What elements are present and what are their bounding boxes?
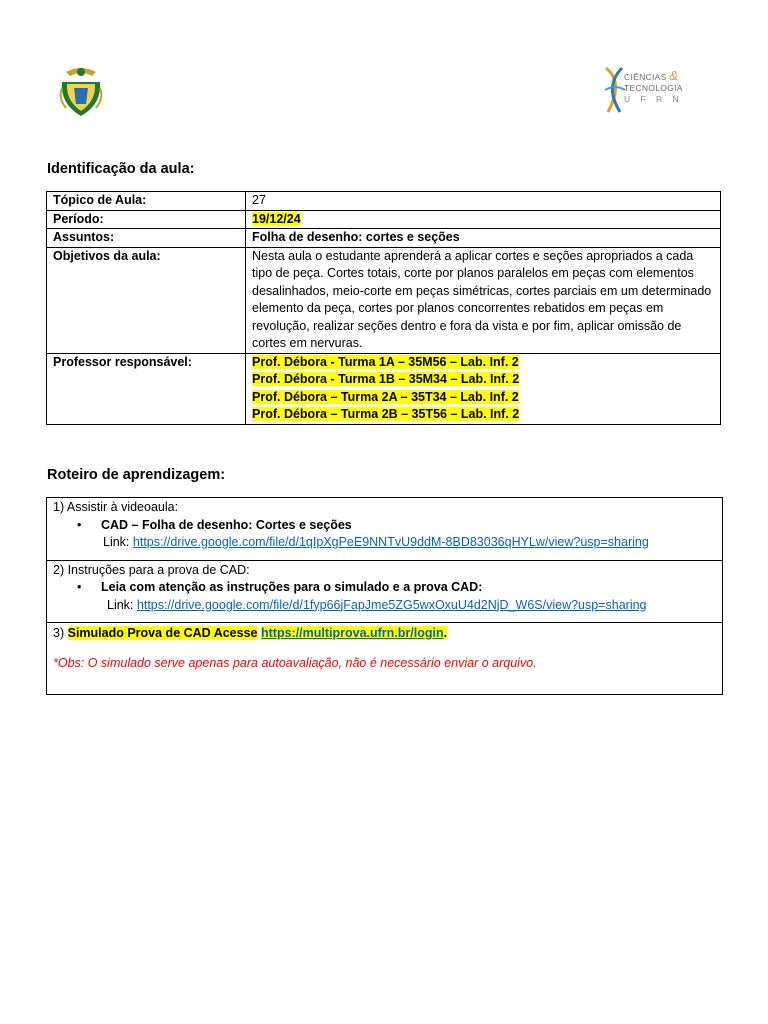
item-heading: 2) Instruções para a prova de CAD:	[53, 562, 250, 577]
item-suffix: .	[443, 626, 448, 640]
videoaula-link[interactable]: https://drive.google.com/file/d/1qIpXgPeE9NNTvU9ddM-8BD83036qHYLw/view?usp=sharing	[132, 535, 649, 549]
link-label: Link:	[103, 535, 130, 549]
instrucoes-link[interactable]: https://drive.google.com/file/d/1fyp66jFapJme5ZG5wxOxuU4d2NjD_W6S/view?usp=sharing	[136, 597, 647, 612]
periodo-value: 19/12/24	[252, 211, 301, 226]
professor-turma-1b: Prof. Débora - Turma 1B – 35M34 – Lab. Inf. 2	[252, 372, 520, 386]
link-label: Link:	[107, 597, 134, 612]
logo-ampersand: &	[669, 68, 679, 83]
identificacao-table	[46, 191, 721, 425]
section-title-roteiro: Roteiro de aprendizagem:	[47, 467, 226, 483]
professor-turma-2b: Prof. Débora – Turma 2B – 35T56 – Lab. Inf. 2	[252, 407, 520, 421]
ciencias-tecnologia-logo	[604, 64, 704, 116]
logo-text-tecnologia: TECNOLOGIA	[624, 83, 683, 93]
simulado-highlight: Simulado Prova de CAD Acesse	[67, 626, 258, 640]
objetivos-value: Nesta aula o estudante aprenderá a aplicar cortes e seções apropriados a cada tipo de peça. Cortes totais, corte por planos paralelos em peças com elementos desalinhados, meio-corte em peças simétricas, cortes parciais em um determinado elemento da peça, cortes por planos concorrentes rebatidos em peças em revolução, realizar seções dentro e fora da vista e por fim, aplicar omissão de cortes em nervuras.	[246, 247, 721, 353]
multiprova-link[interactable]: https://multiprova.ufrn.br/login	[260, 626, 444, 640]
logo-text-ciencias: CIÊNCIAS	[624, 72, 667, 82]
professor-value	[246, 353, 721, 424]
ufrn-crest-logo	[56, 64, 106, 118]
bullet-icon: •	[77, 517, 82, 532]
row-label: Objetivos da aula:	[47, 247, 246, 353]
table-row	[47, 353, 721, 424]
roteiro-item-1	[47, 498, 722, 561]
logo-text-ufrn: U F R N	[624, 94, 683, 104]
row-label: Professor responsável:	[47, 353, 246, 424]
topico-value: 27	[246, 192, 721, 211]
bullet-icon: •	[77, 580, 82, 594]
professor-turma-1a: Prof. Débora - Turma 1A – 35M56 – Lab. Inf. 2	[252, 354, 519, 369]
assuntos-value: Folha de desenho: cortes e seções	[246, 229, 721, 248]
roteiro-box	[46, 497, 723, 695]
table-row	[47, 247, 721, 353]
table-row	[47, 229, 721, 248]
obs-note: *Obs: O simulado serve apenas para autoavaliação, não é necessário enviar o arquivo.	[53, 655, 537, 670]
table-row	[47, 210, 721, 229]
roteiro-item-2	[47, 561, 722, 624]
item-bullet-text: Leia com atenção as instruções para o simulado e a prova CAD:	[101, 580, 483, 594]
item-heading: 1) Assistir à videoaula:	[53, 500, 179, 514]
section-title-identificacao: Identificação da aula:	[47, 161, 195, 177]
professor-turma-2a: Prof. Débora – Turma 2A – 35T34 – Lab. Inf. 2	[252, 389, 519, 404]
item-prefix: 3)	[53, 626, 65, 640]
row-label: Tópico de Aula:	[47, 192, 246, 211]
item-bullet-text: CAD – Folha de desenho: Cortes e seções	[101, 517, 352, 532]
table-row	[47, 192, 721, 211]
row-label: Assuntos:	[47, 229, 246, 248]
row-label: Período:	[47, 210, 246, 229]
roteiro-item-3	[47, 623, 722, 694]
